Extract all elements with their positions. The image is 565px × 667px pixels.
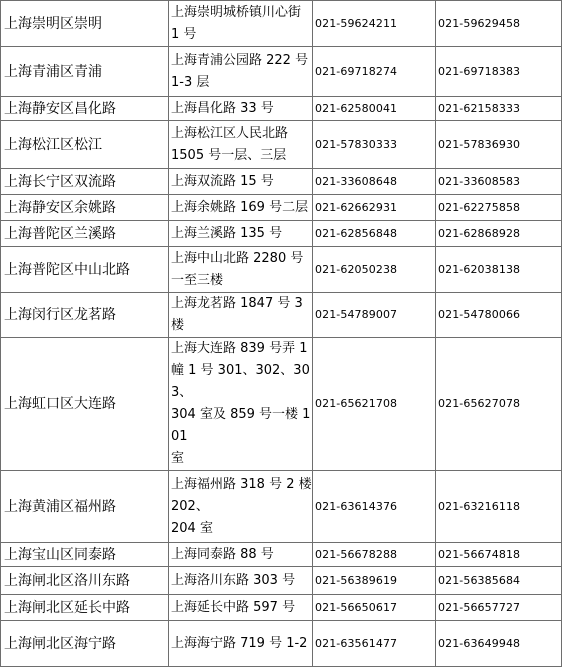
- address-line: 上海洛川东路 303 号: [171, 572, 296, 588]
- office-phone-cell: 021-63614376: [313, 471, 436, 543]
- office-phone-cell: 021-59624211: [313, 1, 436, 47]
- table-row: [1, 338, 562, 471]
- office-fax-cell: 021-63216118: [436, 471, 562, 543]
- address-line: 上海龙茗路 1847 号 3 楼: [171, 296, 303, 333]
- address-line: 上海余姚路 169 号二层: [171, 199, 309, 215]
- office-address-cell: [169, 97, 313, 121]
- office-phone-cell: 021-62050238: [313, 247, 436, 293]
- office-name-cell: 上海闵行区龙茗路: [1, 293, 169, 338]
- table-row: [1, 121, 562, 169]
- office-fax-cell: 021-56657727: [436, 595, 562, 621]
- office-address-cell: [169, 247, 313, 293]
- address-line: 1505 号一层、三层: [171, 147, 287, 163]
- office-name-cell: 上海闸北区洛川东路: [1, 567, 169, 595]
- address-line: 上海双流路 15 号: [171, 173, 274, 189]
- table-row: [1, 97, 562, 121]
- office-fax-cell: 021-62275858: [436, 195, 562, 221]
- address-line: 204 室: [171, 520, 213, 536]
- office-phone-cell: 021-69718274: [313, 47, 436, 97]
- table-row: [1, 471, 562, 543]
- office-address-cell: [169, 338, 313, 471]
- table-row: [1, 595, 562, 621]
- address-line: 304 室及 859 号一楼 101: [171, 407, 311, 444]
- office-phone-cell: 021-63561477: [313, 621, 436, 667]
- table-row: [1, 1, 562, 47]
- address-line: 1-3 层: [171, 74, 210, 90]
- office-name-cell: 上海闸北区海宁路: [1, 621, 169, 667]
- address-line: 上海福州路 318 号 2 楼: [171, 476, 312, 492]
- office-address-cell: [169, 1, 313, 47]
- office-name-cell: 上海宝山区同泰路: [1, 543, 169, 567]
- office-fax-cell: 021-56385684: [436, 567, 562, 595]
- table-row: [1, 169, 562, 195]
- address-line: 上海昌化路 33 号: [171, 100, 274, 116]
- address-line: 上海延长中路 597 号: [171, 599, 296, 615]
- office-name-cell: 上海静安区余姚路: [1, 195, 169, 221]
- office-address-cell: [169, 47, 313, 97]
- office-fax-cell: 021-57836930: [436, 121, 562, 169]
- address-line: 上海同泰路 88 号: [171, 546, 274, 562]
- office-phone-cell: 021-62856848: [313, 221, 436, 247]
- office-phone-cell: 021-33608648: [313, 169, 436, 195]
- office-fax-cell: 021-59629458: [436, 1, 562, 47]
- table-row: [1, 621, 562, 667]
- table-row: [1, 293, 562, 338]
- address-line: 幢 1 号 301、302、303、: [171, 363, 310, 400]
- office-phone-cell: 021-65621708: [313, 338, 436, 471]
- table-row: [1, 247, 562, 293]
- address-line: 上海崇明城桥镇川心街: [171, 4, 302, 20]
- table-row: [1, 567, 562, 595]
- table-row: [1, 543, 562, 567]
- office-address-cell: [169, 595, 313, 621]
- office-name-cell: 上海青浦区青浦: [1, 47, 169, 97]
- address-line: 上海中山北路 2280 号: [171, 250, 304, 266]
- office-phone-cell: 021-56678288: [313, 543, 436, 567]
- office-name-cell: 上海长宁区双流路: [1, 169, 169, 195]
- office-name-cell: 上海静安区昌化路: [1, 97, 169, 121]
- office-fax-cell: 021-62038138: [436, 247, 562, 293]
- office-address-cell: [169, 621, 313, 667]
- office-address-cell: [169, 221, 313, 247]
- address-line: 上海大连路 839 号弄 1: [171, 341, 308, 356]
- office-fax-cell: 021-54780066: [436, 293, 562, 338]
- office-name-cell: 上海普陀区中山北路: [1, 247, 169, 293]
- address-line: 上海海宁路 719 号 1-2: [171, 635, 308, 651]
- office-address-cell: [169, 567, 313, 595]
- office-table-body: [1, 1, 562, 667]
- office-phone-cell: 021-54789007: [313, 293, 436, 338]
- office-phone-cell: 021-62662931: [313, 195, 436, 221]
- office-fax-cell: 021-62158333: [436, 97, 562, 121]
- address-line: 上海青浦公园路 222 号: [171, 52, 309, 68]
- address-line: 一至三楼: [171, 272, 224, 288]
- office-fax-cell: 021-33608583: [436, 169, 562, 195]
- table-row: [1, 47, 562, 97]
- address-line: 202、: [171, 498, 209, 514]
- office-address-cell: [169, 169, 313, 195]
- office-phone-cell: 021-62580041: [313, 97, 436, 121]
- office-phone-cell: 021-56650617: [313, 595, 436, 621]
- office-address-cell: [169, 471, 313, 543]
- office-name-cell: 上海黄浦区福州路: [1, 471, 169, 543]
- table-row: [1, 195, 562, 221]
- office-fax-cell: 021-69718383: [436, 47, 562, 97]
- address-line: 室: [171, 451, 185, 466]
- table-row: [1, 221, 562, 247]
- office-address-cell: [169, 543, 313, 567]
- office-name-cell: 上海虹口区大连路: [1, 338, 169, 471]
- office-name-cell: 上海松江区松江: [1, 121, 169, 169]
- office-fax-cell: 021-56674818: [436, 543, 562, 567]
- office-phone-cell: 021-56389619: [313, 567, 436, 595]
- office-address-cell: [169, 121, 313, 169]
- office-fax-cell: 021-62868928: [436, 221, 562, 247]
- office-fax-cell: 021-63649948: [436, 621, 562, 667]
- office-name-cell: 上海闸北区延长中路: [1, 595, 169, 621]
- office-name-cell: 上海普陀区兰溪路: [1, 221, 169, 247]
- office-phone-cell: 021-57830333: [313, 121, 436, 169]
- office-name-cell: 上海崇明区崇明: [1, 1, 169, 47]
- address-line: 上海兰溪路 135 号: [171, 225, 283, 241]
- office-address-cell: [169, 195, 313, 221]
- office-fax-cell: 021-65627078: [436, 338, 562, 471]
- address-line: 上海松江区人民北路: [171, 125, 289, 141]
- address-line: 1 号: [171, 26, 197, 42]
- office-address-cell: [169, 293, 313, 338]
